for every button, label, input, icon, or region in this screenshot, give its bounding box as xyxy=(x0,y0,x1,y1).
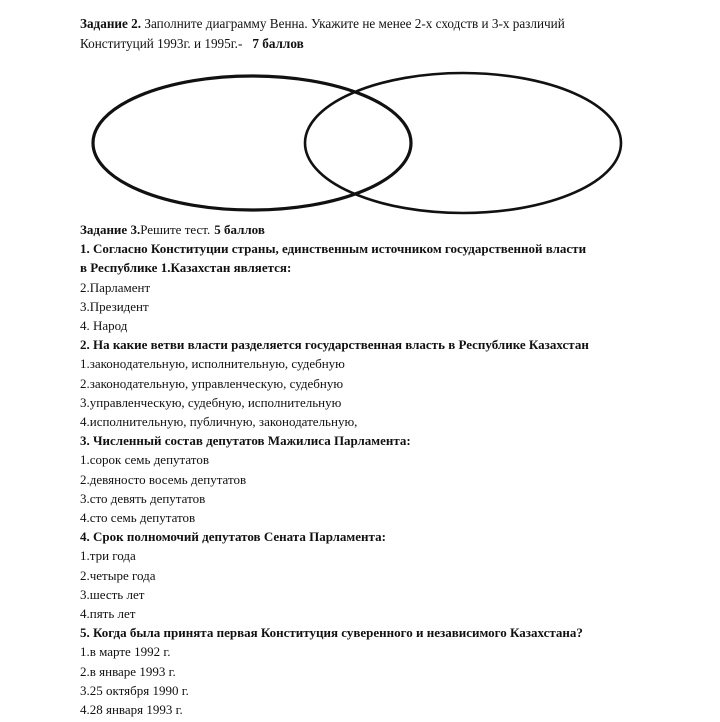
question-2-option: 1.законодательную, исполнительную, судебную xyxy=(80,356,345,372)
question-2-option: 2.законодательную, управленческую, судебную xyxy=(80,375,344,391)
task3-label: Задание 3. xyxy=(80,222,141,237)
venn-diagram xyxy=(90,68,635,218)
question-4-option: 2.четыре года xyxy=(80,567,156,583)
question-3-option: 3.сто девять депутатов xyxy=(80,490,206,506)
test-questions xyxy=(80,239,700,719)
question-5-option: 1.в марте 1992 г. xyxy=(80,644,171,660)
task2-instruction: Заполните диаграмму Венна. Укажите не менее 2-х сходств и 3-х различий xyxy=(141,16,565,31)
venn-left-circle xyxy=(93,76,411,210)
task2-label: Задание 2. xyxy=(80,16,142,31)
question-5-option: 3.25 октября 1990 г. xyxy=(80,682,189,698)
question-5-text: 5. Когда была принята первая Конституция суверенного и независимого Казахстана? xyxy=(80,625,583,641)
question-2-text: 2. На какие ветви власти разделяется государственная власть в Республике Казахстан xyxy=(80,337,589,353)
question-1-text: в Республике 1.Казахстан является: xyxy=(80,260,292,276)
question-5-option: 4.28 января 1993 г. xyxy=(80,702,183,718)
question-5-option: 2.в январе 1993 г. xyxy=(80,663,176,679)
question-2-option: 4.исполнительную, публичную, законодательную, xyxy=(80,414,358,430)
task3-block xyxy=(80,220,700,719)
task2-block xyxy=(80,14,680,54)
question-1-option: 4. Народ xyxy=(80,318,128,334)
question-1-text: 1. Согласно Конституции страны, единственным источником государственной власти xyxy=(80,241,587,257)
question-1-option: 2.Парламент xyxy=(80,279,151,295)
question-3-option: 2.девяносто восемь депутатов xyxy=(80,471,247,487)
task3-header xyxy=(80,220,700,239)
question-3-text: 3. Численный состав депутатов Мажилиса Парламента: xyxy=(80,433,411,449)
task2-line2 xyxy=(80,34,680,54)
question-2-option: 3.управленческую, судебную, исполнительную xyxy=(80,394,342,410)
question-4-text: 4. Срок полномочий депутатов Сената Парламента: xyxy=(80,529,386,545)
task2-points: 7 баллов xyxy=(252,36,304,51)
task2-instruction-cont: Конституций 1993г. и 1995г.- xyxy=(80,36,243,51)
question-1-option: 3.Президент xyxy=(80,298,149,314)
question-3-option: 1.сорок семь депутатов xyxy=(80,452,209,468)
question-4-option: 1.три года xyxy=(80,548,136,564)
question-4-option: 4.пять лет xyxy=(80,606,136,622)
task3-points: 5 баллов xyxy=(214,222,265,237)
task3-instruction: Решите тест. xyxy=(140,222,211,237)
venn-right-circle xyxy=(305,73,621,213)
question-4-option: 3.шесть лет xyxy=(80,586,145,602)
question-3-option: 4.сто семь депутатов xyxy=(80,510,196,526)
task2-line1 xyxy=(80,14,680,34)
